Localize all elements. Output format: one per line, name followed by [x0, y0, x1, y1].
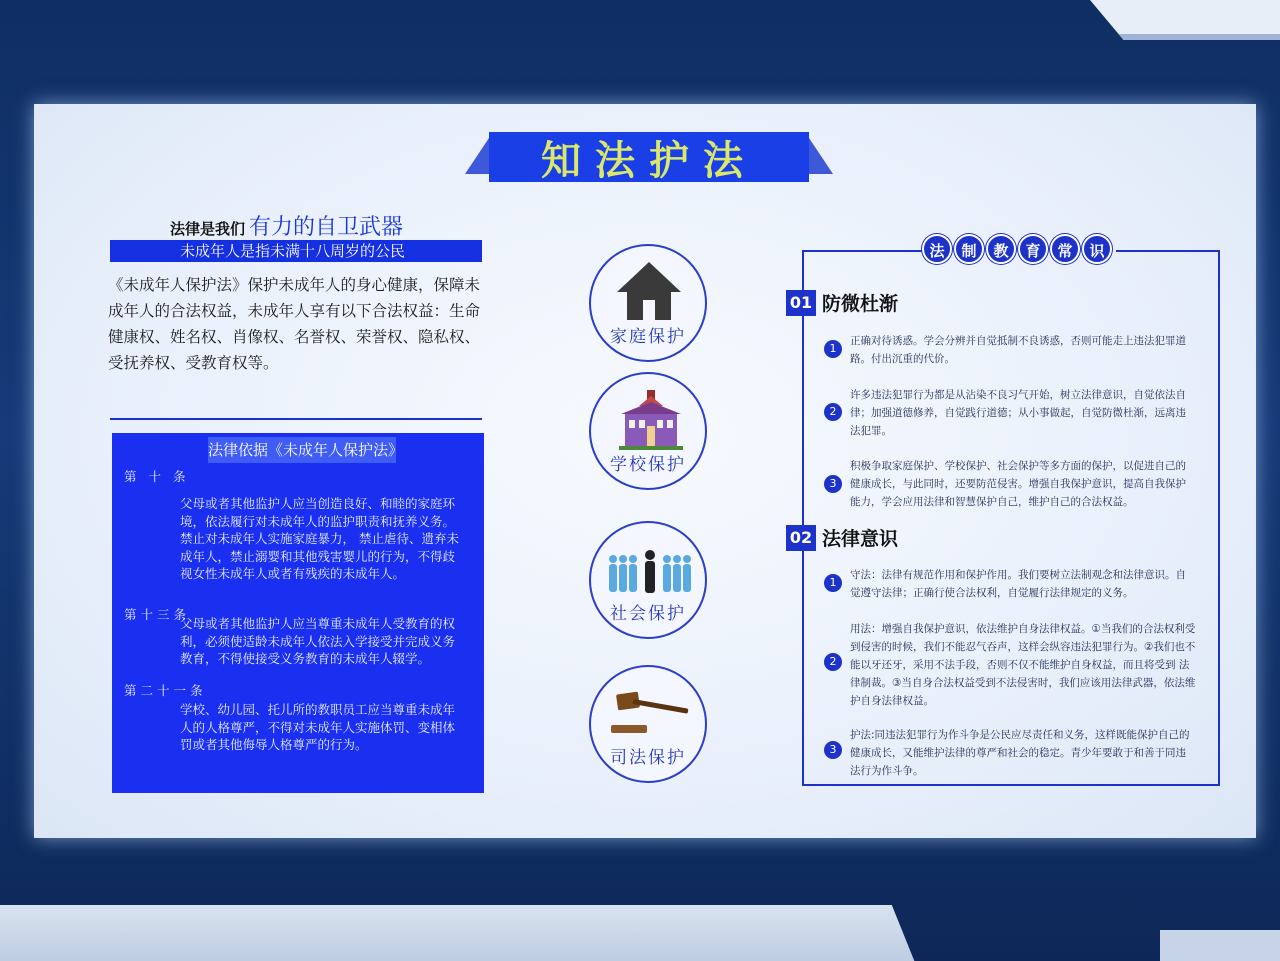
- article-number: 第十三条: [124, 607, 191, 622]
- section-title: 防微杜渐: [822, 293, 899, 315]
- circle-label: 学校保护: [610, 455, 686, 475]
- circle-label: 家庭保护: [610, 327, 686, 347]
- section-item: 用法：增强自我保护意识，依法维护自身法律权益。①当我们的合法权利受到侵害的时候，我们不能忍气吞声，这样会纵容违法犯罪行为。②我们也不能以牙还牙，采用不法手段，否则不仅不能维护自身权益，而且将受到 法 律制裁。③当自身合法权益受到不法侵害时，我们应该用法律武器，依法维护自身法律权益。: [850, 623, 1196, 707]
- slogan: [170, 210, 403, 241]
- article-number: 第二十一条: [124, 683, 207, 698]
- gavel-icon: [609, 689, 693, 737]
- banner-body: [489, 132, 809, 182]
- section-divider: [110, 418, 482, 420]
- section-title: 法律意识: [822, 528, 899, 550]
- section-number: 01: [786, 290, 816, 316]
- panel-top-line-left: [802, 250, 922, 252]
- family-protection-circle: [589, 244, 707, 362]
- item-bullet: 3: [824, 741, 842, 759]
- item-bullet: 3: [824, 475, 842, 493]
- circle-label: 社会保护: [610, 604, 686, 624]
- section-item: 正确对待诱惑。学会分辨并自觉抵制不良诱惑，否则可能走上违法犯罪道路。付出沉重的代价。: [850, 335, 1186, 365]
- society-protection-circle: [589, 521, 707, 639]
- header-char: 育: [1018, 234, 1048, 264]
- item-bullet: 1: [824, 574, 842, 592]
- item-bullet: 2: [824, 653, 842, 671]
- section-heading: [786, 524, 898, 551]
- section-item: 许多违法犯罪行为都是从沾染不良习气开始，树立法律意识，自觉依法自律；加强道德修养，自觉践行道德；从小事做起，自觉防微杜渐，远离违法犯罪。: [850, 389, 1186, 437]
- school-icon: [619, 388, 683, 450]
- panel-top-line-right: [1116, 250, 1220, 252]
- header-char: 常: [1050, 234, 1080, 264]
- section-item: 积极争取家庭保护、学校保护、社会保护等多方面的保护，以促进自己的健康成长，与此同时，还要防范侵害。增强自我保护意识，提高自我保护能力，学会应用法律和智慧保护自己，维护自己的合法权益。: [850, 460, 1186, 508]
- slogan-prefix: 法律是我们: [170, 220, 246, 238]
- judicial-protection-circle: [589, 665, 707, 783]
- header-char: 识: [1082, 234, 1112, 264]
- minor-definition-bar: 未成年人是指未满十八周岁的公民: [110, 240, 482, 262]
- article-number: 第 十 条: [124, 469, 190, 484]
- item-bullet: 2: [824, 403, 842, 421]
- intro-paragraph: 《未成年人保护法》保护未成年人的身心健康，保障未成年人的合法权益，未成年人享有以下合法权益：生命健康权、姓名权、肖像权、名誉权、荣誉权、隐私权、受抚养权、受教育权等。: [108, 276, 481, 372]
- header-char: 制: [954, 234, 984, 264]
- article-text: 学校、幼儿园、托儿所的教职员工应当尊重未成年人的人格尊严，不得对未成年人实施体罚、变相体罚或者其他侮辱人格尊严的行为。: [180, 702, 456, 752]
- wall-trim-bottom: [0, 905, 920, 961]
- item-bullet: 1: [824, 340, 842, 358]
- panel-header: [922, 234, 1112, 264]
- section-heading: [786, 289, 898, 316]
- wall-trim-bottom-right: [1160, 930, 1280, 961]
- section-item: 护法:同违法犯罪行为作斗争是公民应尽责任和义务，这样既能保护自己的健康成长，又能维护法律的尊严和社会的稳定。青少年要敢于和善于同违法行为作斗争。: [850, 729, 1190, 777]
- article-text: 父母或者其他监护人应当创造良好、和睦的家庭环境，依法履行对未成年人的监护职责和抚养义务。禁止对未成年人实施家庭暴力， 禁止虐待、遗弃未成年人，禁止溺婴和其他残害婴儿的行为，不得歧视女性未成年人或者有残疾的未成年人。: [180, 496, 459, 581]
- banner-title: 知法护法: [541, 136, 757, 184]
- house-icon: [615, 260, 683, 322]
- school-protection-circle: [589, 372, 707, 490]
- circle-label: 司法保护: [610, 748, 686, 768]
- section-number: 02: [786, 525, 816, 551]
- slogan-highlight: 有力的自卫武器: [249, 215, 404, 240]
- legal-basis-box: [112, 433, 484, 793]
- legal-basis-heading: 法律依据《未成年人保护法》: [208, 437, 396, 463]
- wall-trim-top: [1090, 0, 1280, 40]
- section-item: 守法：法律有规范作用和保护作用。我们要树立法制观念和法律意识。自觉遵守法律；正确行使合法权利，自觉履行法律规定的义务。: [850, 569, 1186, 599]
- title-banner: [465, 132, 833, 182]
- crowd-icon: [607, 549, 693, 595]
- article-text: 父母或者其他监护人应当尊重未成年人受教育的权利，必须使适龄未成年人依法入学接受并完成义务教育，不得使接受义务教育的未成年人辍学。: [180, 616, 456, 666]
- header-char: 法: [922, 234, 952, 264]
- header-char: 教: [986, 234, 1016, 264]
